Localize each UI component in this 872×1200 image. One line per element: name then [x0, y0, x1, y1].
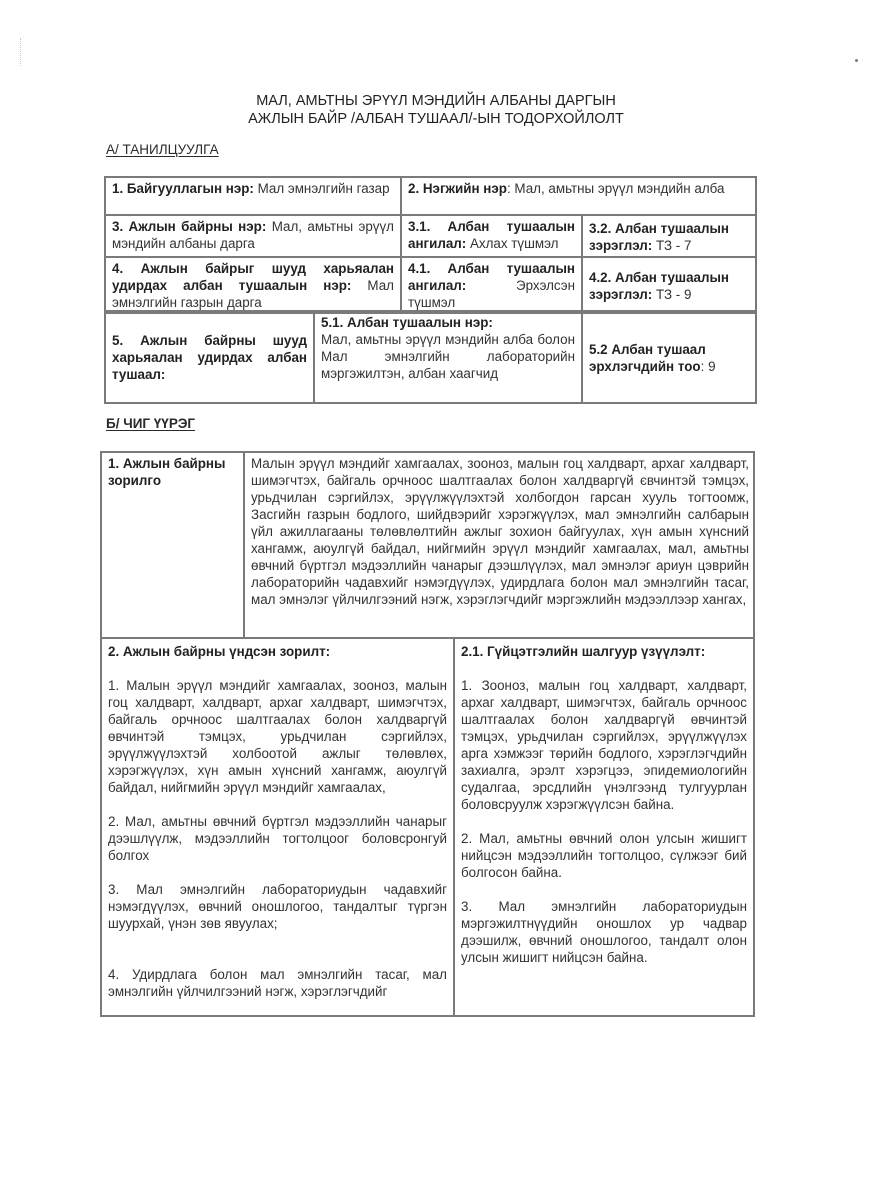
title-line-2: АЖЛЫН БАЙР /АЛБАН ТУШААЛ/-ЫН ТОДОРХОЙЛОЛТ [248, 111, 624, 127]
rank-3-2-value: ТЗ - 7 [652, 237, 692, 253]
criteria-heading: 2.1. Гүйцэтгэлийн шалгуур үзүүлэлт: [461, 644, 706, 659]
purpose-text: Малын эрүүл мэндийг хамгаалах, зооноз, малын гоц халдварт, архаг халдварт, шимэгчтэх, байгаль орчноос шалтгаалах болон халдваргүй євчинтэй тэмцэх, урьдчилан сэргийлэх, эрүүлжүүлэхтэй холбогдон гарсан хууль тогтоомж, Засгийн газрын бодлого, шийдвэрийг хэрэгжүүлэх, мал эмнэлгийн салбарын үйл ажиллагааны төлөвлөлтийн ажлыг зохион байгуулах, хүн амын хүнсний хангамж, аюулгүй байдал, нийгмийн эрүүл мэндийг хамгаалах, мал, амьтны өвчний бүртгэл мэдээллийн чанарыг дээшлүүлэх, мал эмнэлэг ариун цэврийн лабораторийн чадавхийг нэмэгдүүлэх, удирдлага болон мал эмнэлгийн тасаг, мал эмнэлэг үйлчилгээний нэгж, хэрэглэгчдийг мэргэжлийн мэдээллээр хангах, [251, 456, 749, 607]
main-goal-item: 2. Мал, амьтны өвчний бүртгэл мэдээллийн чанарыг дээшлүүлж, мэдээллийн тогтолцоог боловсронгуй болгох [108, 814, 447, 863]
count-5-2-cell [582, 311, 756, 403]
org-name-value: Мал эмнэлгийн газар [253, 181, 390, 196]
class-4-1-label: 4.1. Албан тушаалын ангилал: [408, 261, 575, 293]
count-5-2-value: : 9 [700, 358, 716, 374]
main-goal-item: 1. Малын эрүүл мэндийг хамгаалах, зооноз, малын гоц халдварт, халдварт, архаг халдварт, шимэгчтэх, байгаль орчноос шалтгаалах болон халдваргүй өвчинтэй тэмцэх, урьдчилан сэргийлэх, эрүүлжүүлэхтэй холбоотой ажлыг төлөвлөх, хэрэгжүүлэх, хүн амын хүнсний хангамж, аюулгүй байдал, нийгмийн эрүүл мэндийг хамгаалах, [108, 678, 447, 795]
purpose-text-cell [244, 452, 754, 638]
rank-4-2-label: 4.2. Албан тушаалын зэрэглэл: [589, 269, 730, 302]
unit-name-label: 2. Нэгжийн нэр [408, 181, 507, 196]
supervisor-label: 4. Ажлын байрыг шууд харьяалан удирдах албан тушаалын нэр: [112, 261, 394, 293]
scan-speck [855, 59, 858, 62]
count-5-2-label: 5.2 Албан тушаал эрхлэгчдийн тоо [589, 341, 706, 374]
org-name-cell [105, 177, 401, 215]
criteria-item: 3. Мал эмнэлгийн лабораториудын мэргэжилтнүүдийн оношлох ур чадвар дээшилж, өвчний оношлогоо, тандалт олон улсын жишигт нийцсэн байна. [461, 899, 747, 965]
rank-3-2-label: 3.2. Албан тушаалын зэрэглэл: [589, 220, 730, 253]
subordinate-table [104, 310, 757, 404]
supervisor-value: Мал эмнэлгийн газрын дарга [112, 278, 394, 310]
position-5-1-label: 5.1. Албан тушаалын нэр: [321, 315, 493, 330]
org-name-label: 1. Байгууллагын нэр: [112, 181, 254, 196]
class-4-1-cell [401, 257, 582, 313]
purpose-label: 1. Ажлын байрны зорилго [108, 456, 226, 488]
class-4-1-value: Эрхэлсэн түшмэл [408, 278, 575, 310]
duties-table [100, 451, 755, 1017]
job-name-cell [105, 215, 401, 257]
intro-table [104, 176, 757, 314]
subordinate-position-cell [105, 311, 314, 403]
purpose-label-cell [101, 452, 244, 638]
criteria-cell [454, 638, 754, 1016]
page-title [0, 92, 872, 128]
class-3-1-label: 3.1. Албан тушаалын ангилал: [408, 219, 575, 251]
title-line-1: МАЛ, АМЬТНЫ ЭРҮҮЛ МЭНДИЙН АЛБАНЫ ДАРГЫН [256, 93, 616, 109]
rank-4-2-value: ТЗ - 9 [652, 286, 692, 302]
scan-artifact [20, 38, 25, 66]
main-goal-item: 3. Мал эмнэлгийн лабораториудын чадавхийг нэмэгдүүлэх, өвчний оношлогоо, тандалтыг түргэн шуурхай, үнэн зөв явуулах; [108, 882, 447, 931]
main-goals-cell [101, 638, 454, 1016]
rank-4-2-cell [582, 257, 756, 313]
position-5-1-value: Мал, амьтны эрүүл мэндийн алба болон Мал эмнэлгийн лабораторийн мэргэжилтэн, албан хаагчид [321, 332, 575, 381]
job-name-value: Мал, амьтны эрүүл мэндийн албаны дарга [112, 219, 394, 251]
job-name-label: 3. Ажлын байрны нэр: [112, 219, 267, 234]
rank-3-2-cell [582, 215, 756, 257]
main-goal-item: 4. Удирдлага болон мал эмнэлгийн тасаг, мал эмнэлгийн үйлчилгээний нэгж, хэрэглэгчдийг [108, 967, 447, 999]
unit-name-cell [401, 177, 756, 215]
subordinate-position-label: 5. Ажлын байрны шууд харьяалан удирдах албан тушаал: [112, 333, 307, 382]
criteria-item: 2. Мал, амьтны өвчний олон улсын жишигт нийцсэн мэдээллийн тогтолцоо, сүлжээг бий болгосон байна. [461, 831, 747, 880]
position-5-1-cell [314, 311, 582, 403]
class-3-1-value: Ахлах түшмэл [466, 236, 559, 251]
unit-name-value: : Мал, амьтны эрүүл мэндийн алба [506, 181, 725, 196]
supervisor-cell [105, 257, 401, 313]
section-a-heading: А/ ТАНИЛЦУУЛГА [106, 142, 219, 157]
main-goals-heading: 2. Ажлын байрны үндсэн зорилт: [108, 644, 331, 659]
criteria-item: 1. Зооноз, малын гоц халдварт, халдварт, архаг халдварт, шимэгчтэх, байгаль орчноос шалтгаалах болон халдваргүй өвчинтэй тэмцэх, урьдчилан сэргийлэх, эрүүлжүүлэх арга хэмжээг төрийн бодлого, хэрэглэгчдийн захиалга, эрэлт хэрэгцээ, эпидемиологийн судалгаа, эрсдлийн үнэлгээнд тулгуурлан боловсруулж хэрэгжүүлсэн байна. [461, 678, 747, 812]
section-b-heading: Б/ ЧИГ ҮҮРЭГ [106, 416, 196, 431]
class-3-1-cell [401, 215, 582, 257]
